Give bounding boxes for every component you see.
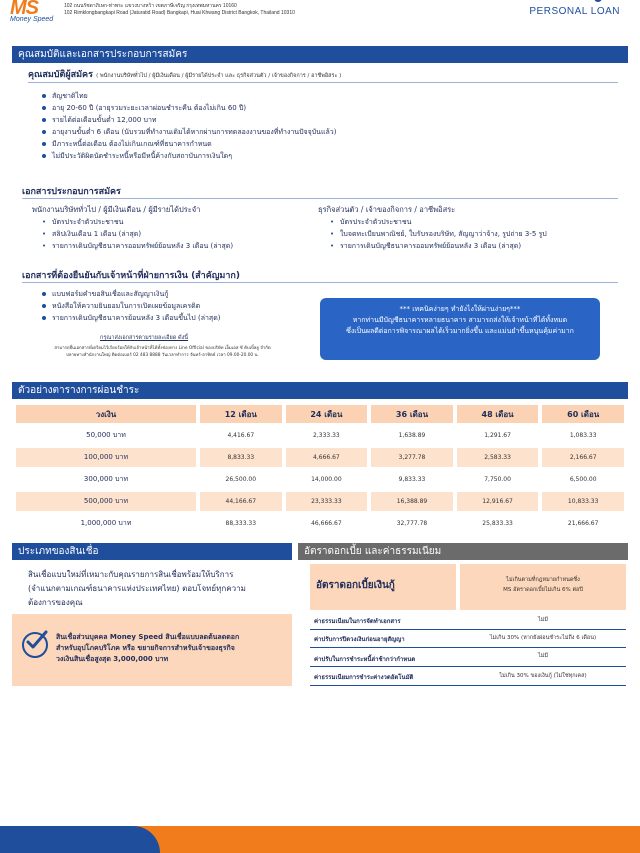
- category-line: ต้องการของคุณ: [28, 598, 83, 607]
- table-cell: 2,166.67: [542, 448, 624, 467]
- documents-right-title: ธุรกิจส่วนตัว / เจ้าของกิจการ / อาชีพอิสระ: [318, 205, 456, 214]
- cell-amount: 500,000 บาท: [16, 492, 196, 511]
- fee-label: ค่าปรับในการชำระหนี้ล่าช้ากว่ากำหนด: [314, 656, 416, 663]
- documents-left-title: พนักงานบริษัททั่วไป / ผู้มีเงินเดือน / ผู้มีรายได้ประจำ: [32, 205, 201, 214]
- product-title: PERSONAL LOAN: [529, 6, 620, 17]
- table-cell: 1,291.67: [457, 426, 539, 445]
- divider: [310, 666, 626, 667]
- fee-value: ไม่เกิน 30% ของเงินกู้ (ไม่ใช่ทุกเคส): [499, 673, 587, 679]
- schedule-table: [12, 402, 628, 536]
- qualifications-bar: คุณสมบัติและเอกสารประกอบการสมัคร: [12, 46, 628, 63]
- checkmark-icon: [22, 632, 48, 658]
- tips-line: หากท่านมีบัญชีธนาคารหลายธนาคาร สามารถส่งให้เจ้าหน้าที่ได้ทั้งหมด: [352, 316, 568, 324]
- header-60m: 60 เดือน: [542, 405, 624, 423]
- list-item: มีภาระหนี้ต่อเดือน ต้องไม่เกินเกณฑ์ที่ธนาคารกำหนด: [40, 138, 336, 150]
- qualifications-title: [28, 67, 341, 81]
- cell-amount: 100,000 บาท: [16, 448, 196, 467]
- documents-left-list: [40, 216, 233, 252]
- divider: [310, 647, 626, 648]
- table-cell: 2,333.33: [286, 426, 368, 445]
- table-header-row: [16, 405, 624, 423]
- table-cell: 7,750.00: [457, 470, 539, 489]
- divider: [310, 685, 626, 686]
- divider: [22, 282, 618, 283]
- documents-title: เอกสารประกอบการสมัคร: [22, 187, 121, 197]
- tips-box: [320, 298, 600, 360]
- logo-subtitle: Money Speed: [10, 16, 54, 23]
- money-speed-logo: [10, 0, 62, 22]
- table-row: [16, 492, 624, 511]
- category-text: [28, 568, 298, 610]
- fee-value: ไม่มี: [537, 653, 549, 659]
- table-cell: 2,583.33: [457, 448, 539, 467]
- table-cell: 14,000.00: [286, 470, 368, 489]
- qualifications-title-text: คุณสมบัติผู้สมัคร: [28, 70, 93, 80]
- address-thai: 102 ถนนรัชดาภิเษก-ท่าพระ แขวงบางหว้า เขตภาษีเจริญ กรุงเทพมหานคร 10160: [64, 3, 237, 9]
- fee-label: ค่าธรรมเนียมการชำระค่างวดอัตโนมัติ: [314, 674, 414, 681]
- table-cell: 4,666.67: [286, 448, 368, 467]
- cell-amount: 1,000,000 บาท: [16, 514, 196, 533]
- qualifications-title-note: ( พนักงานบริษัททั่วไป / ผู้มีเงินเดือน / ผู้มีรายได้ประจำ และ ธุรกิจส่วนตัว / เจ้าของกิจการ / อาชีพอิสระ ): [96, 73, 342, 79]
- verify-note-title: กรุณาส่งเอกสารตามรายละเอียด ดังนี้: [100, 335, 189, 341]
- fees-bar: อัตราดอกเบี้ย และค่าธรรมเนียม: [298, 543, 628, 560]
- list-item: แบบฟอร์มคำขอสินเชื่อและสัญญาเงินกู้: [40, 288, 220, 300]
- verify-list: [40, 288, 220, 324]
- table-row: [16, 514, 624, 533]
- table-cell: 6,500.00: [542, 470, 624, 489]
- divider: [28, 82, 618, 83]
- list-item: รายการเดินบัญชีธนาคารย้อนหลัง 3 เดือนขึ้นไป (ล่าสุด): [40, 312, 220, 324]
- fee-label: ค่าปรับการปิดวงเงินก่อนอายุสัญญา: [314, 636, 405, 643]
- table-row: [16, 470, 624, 489]
- schedule-bar: ตัวอย่างตารางการผ่อนชำระ: [12, 382, 628, 399]
- divider: [310, 629, 626, 630]
- table-cell: 4,416.67: [200, 426, 282, 445]
- rate-value-box: [460, 564, 626, 610]
- table-cell: 23,333.33: [286, 492, 368, 511]
- header-48m: 48 เดือน: [457, 405, 539, 423]
- list-item: หนังสือให้ความยินยอมในการเปิดเผยข้อมูลเครดิต: [40, 300, 220, 312]
- table-cell: 10,833.33: [542, 492, 624, 511]
- verify-note-line: สามารถยื่นเอกสารที่เตรียมไว้เรียบร้อยให้กับเจ้าหน้าที่ได้ทั้งช่องทาง Line Official ของบริษัท เอ็มเอส ซี ดับเบิ้ลยู จำกัด: [54, 346, 271, 351]
- promo-box: [12, 614, 292, 686]
- verify-note-text: [20, 345, 305, 359]
- verify-note-line: ปลายทางสำนักงานใหญ่ ติดต่อเบอร์ 02 483 8888 วันเวลาทำการ จันทร์-อาทิตย์ เวลา 09.00-20.00 น.: [66, 353, 259, 358]
- table-row: [16, 448, 624, 467]
- list-item: • บัตรประจำตัวประชาชน: [40, 216, 233, 228]
- table-cell: 46,666.67: [286, 514, 368, 533]
- table-cell: 25,833.33: [457, 514, 539, 533]
- table-cell: 32,777.78: [371, 514, 453, 533]
- table-cell: 12,916.67: [457, 492, 539, 511]
- promo-line: วงเงินสินเชื่อสูงสุด 3,000,000 บาท: [56, 655, 169, 663]
- rate-value-line: MS อัตราดอกเบี้ยไม่เกิน 6% ต่อปี: [503, 587, 583, 593]
- promo-line: สินเชื่อส่วนบุคคล Money Speed สินเชื่อแบบลดต้นลดดอก: [56, 633, 240, 641]
- promo-line: สำหรับอุปโภคบริโภค หรือ ขยายกิจการสำหรับเจ้าของธุรกิจ: [56, 644, 235, 652]
- fee-label: ค่าธรรมเนียมในการจัดทำเอกสาร: [314, 618, 401, 625]
- promo-text: [56, 632, 239, 665]
- qualifications-list: [40, 90, 336, 162]
- category-line: สินเชื่อแบบใหม่ที่เหมาะกับคุณรายการสินเชื่อพร้อมให้บริการ: [28, 570, 234, 579]
- list-item: • รายการเดินบัญชีธนาคารออมทรัพย์ย้อนหลัง 3 เดือน (ล่าสุด): [40, 240, 233, 252]
- list-item: • สลิปเงินเดือน 1 เดือน (ล่าสุด): [40, 228, 233, 240]
- header-24m: 24 เดือน: [286, 405, 368, 423]
- table-cell: 44,166.67: [200, 492, 282, 511]
- cell-amount: 300,000 บาท: [16, 470, 196, 489]
- list-item: รายได้ต่อเดือนขั้นต่ำ 12,000 บาท: [40, 114, 336, 126]
- rate-value-line: ไม่เกินตามที่กฎหมายกำหนดซึ่ง: [506, 577, 580, 583]
- table-cell: 9,833.33: [371, 470, 453, 489]
- fee-value: ไม่มี: [537, 617, 549, 623]
- footer-accent: [0, 826, 160, 853]
- divider: [22, 198, 618, 199]
- list-item: • รายการเดินบัญชีธนาคารออมทรัพย์ย้อนหลัง 3 เดือน (ล่าสุด): [328, 240, 547, 252]
- header-12m: 12 เดือน: [200, 405, 282, 423]
- documents-right-list: [328, 216, 547, 252]
- list-item: สัญชาติไทย: [40, 90, 336, 102]
- table-cell: 8,833.33: [200, 448, 282, 467]
- list-item: • ใบจดทะเบียนพาณิชย์, ใบรับรองบริษัท, สัญญาว่าจ้าง, รูปถ่าย 3-5 รูป: [328, 228, 547, 240]
- tips-title: *** เทคนิคง่ายๆ ทำยังไงให้ผ่านง่ายๆ***: [399, 305, 521, 313]
- fee-value: ไม่เกิน 30% (หากยังผ่อนชำระไม่ถึง 6 เดือน): [489, 635, 597, 641]
- table-cell: 1,638.89: [371, 426, 453, 445]
- list-item: • บัตรประจำตัวประชาชน: [328, 216, 547, 228]
- address-english: 102 Rimklongbangkapi Road (Jaturatid Road) Bangkapi, Huai Khwang District Bangkok, Thailand 10310: [64, 10, 295, 16]
- rate-label: อัตราดอกเบี้ยเงินกู้: [316, 580, 395, 591]
- table-row: [16, 426, 624, 445]
- table-cell: 1,083.33: [542, 426, 624, 445]
- tips-line: ซึ่งเป็นผลดีต่อการพิจารณาผลได้เร็วมากยิ่งขึ้น และแม่นยำขึ้นหนุนคุ้มค่ามาก: [346, 327, 574, 335]
- logo-mark: MS: [10, 0, 38, 19]
- table-cell: 26,500.00: [200, 470, 282, 489]
- rate-label-box: [310, 564, 456, 610]
- list-item: ไม่มีประวัติผิดนัดชำระหนี้หรือมีหนี้ค้างกับสถาบันการเงินใดๆ: [40, 150, 336, 162]
- category-bar: ประเภทของสินเชื่อ: [12, 543, 292, 560]
- cell-amount: 50,000 บาท: [16, 426, 196, 445]
- verify-title: เอกสารที่ต้องยืนยันกับเจ้าหน้าที่ฝ่ายการเงิน (สำคัญมาก): [22, 271, 240, 281]
- table-cell: 21,666.67: [542, 514, 624, 533]
- category-line: (จำแนกตามเกณฑ์ธนาคารแห่งประเทศไทย) ตอบโจทย์ทุกความ: [28, 584, 246, 593]
- header-36m: 36 เดือน: [371, 405, 453, 423]
- table-cell: 16,388.89: [371, 492, 453, 511]
- header-amount: วงเงิน: [16, 405, 196, 423]
- list-item: อายุงานขั้นต่ำ 6 เดือน (นับรวมที่ทำงานเดิมได้หากผ่านการทดลองงานของที่ทำงานปัจจุบันแล้ว): [40, 126, 336, 138]
- header-ribbon-icon: [594, 0, 602, 2]
- table-cell: 3,277.78: [371, 448, 453, 467]
- list-item: อายุ 20-60 ปี (อายุรวมระยะเวลาผ่อนชำระคืน ต้องไม่เกิน 60 ปี): [40, 102, 336, 114]
- table-cell: 88,333.33: [200, 514, 282, 533]
